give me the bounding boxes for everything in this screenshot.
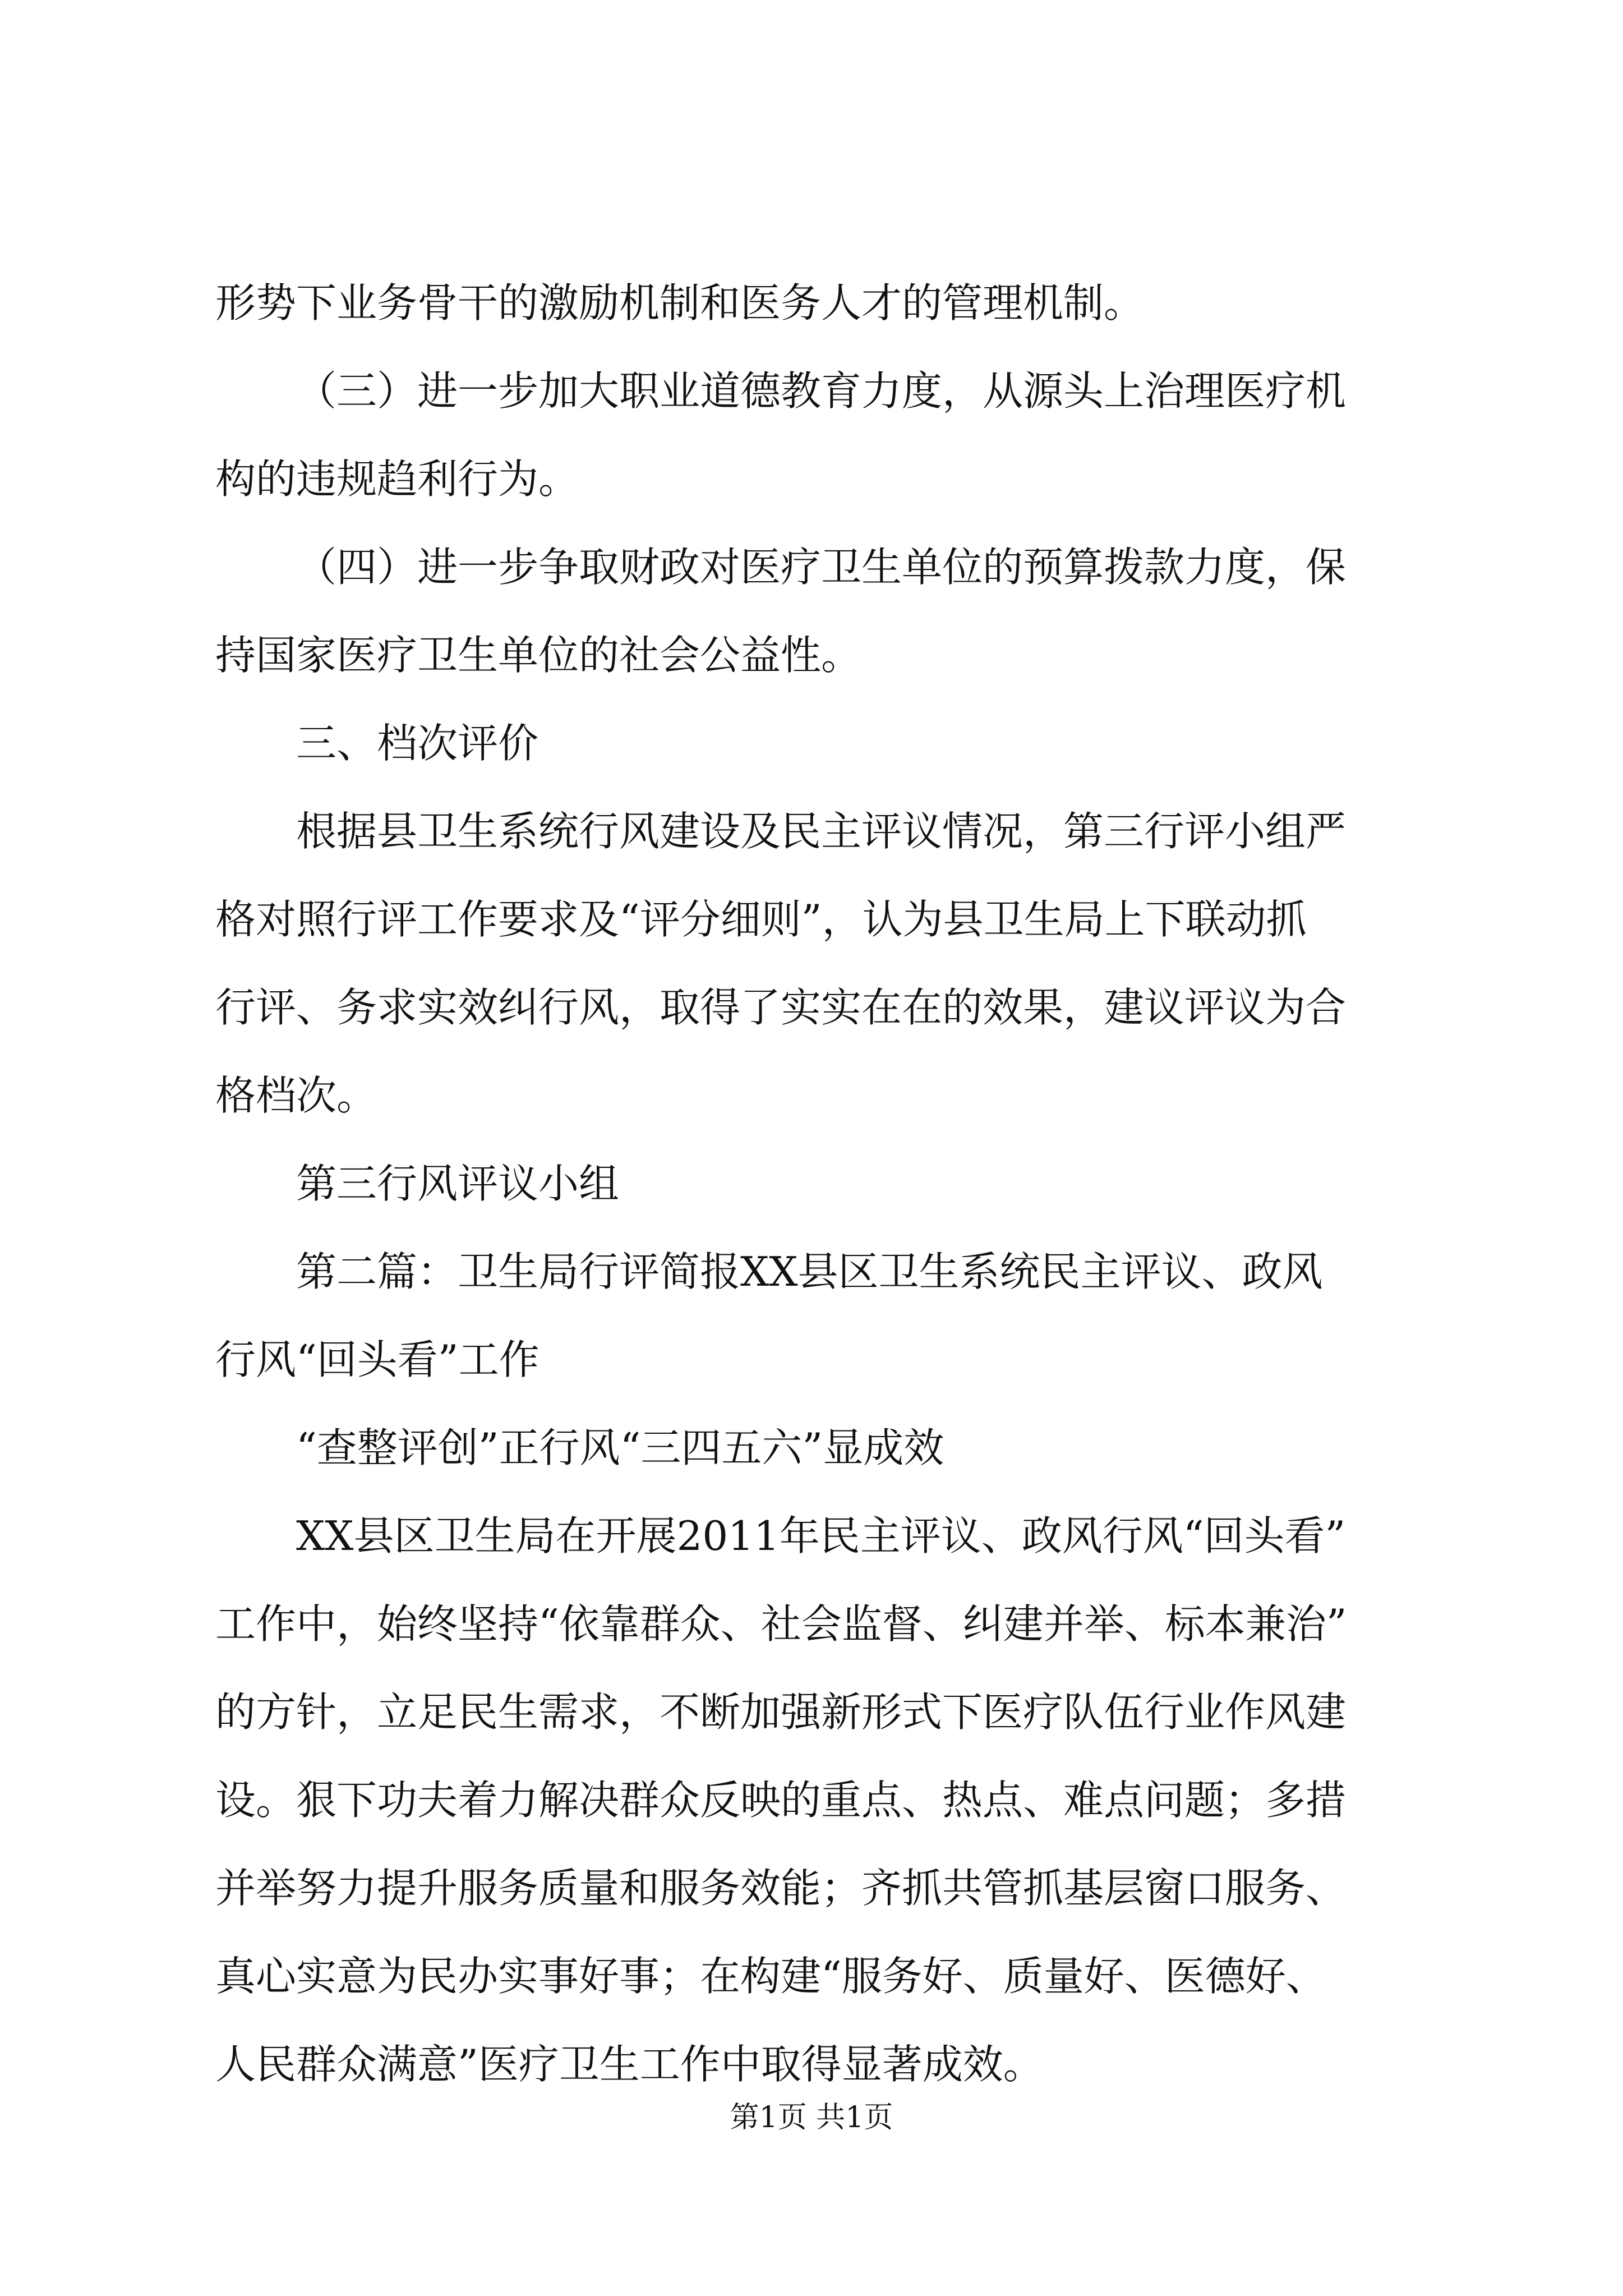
body-line: XX县区卫生局在开展2011年民主评议、政风行风“回头看” <box>296 1512 1346 1559</box>
body-line: 构的违规趋利行为。 <box>215 455 579 503</box>
document-body <box>215 259 1427 2109</box>
body-line: 设。狠下功夫着力解决群众反映的重点、热点、难点问题；多措 <box>215 1777 1347 1824</box>
signature-line: 第三行风评议小组 <box>296 1160 620 1207</box>
body-line: 形势下业务骨干的激励机制和医务人才的管理机制。 <box>215 279 1145 326</box>
article-subtitle: “查整评创”正行风“三四五六”显成效 <box>296 1424 944 1471</box>
body-line: 真心实意为民办实事好事；在构建“服务好、质量好、医德好、 <box>215 1953 1326 2000</box>
body-line: （四）进一步争取财政对医疗卫生单位的预算拨款力度，保 <box>296 544 1347 591</box>
body-line: 的方针，立足民生需求，不断加强新形式下医疗队伍行业作风建 <box>215 1688 1347 1736</box>
page-footer: 第1页 共1页 <box>730 2101 893 2134</box>
body-line: 并举努力提升服务质量和服务效能；齐抓共管抓基层窗口服务、 <box>215 1865 1347 1912</box>
body-line: 根据县卫生系统行风建设及民主评议情况，第三行评小组严 <box>296 808 1347 855</box>
body-line: 持国家医疗卫生单位的社会公益性。 <box>215 632 862 679</box>
body-line: 人民群众满意”医疗卫生工作中取得显著成效。 <box>215 2041 1044 2088</box>
article-title-continued: 行风“回头看”工作 <box>215 1336 540 1383</box>
article-title: 第二篇：卫生局行评简报XX县区卫生系统民主评议、政风 <box>296 1248 1323 1295</box>
body-line: 行评、务求实效纠行风，取得了实实在在的效果，建议评议为合 <box>215 984 1347 1031</box>
body-line: （三）进一步加大职业道德教育力度，从源头上治理医疗机 <box>296 367 1347 415</box>
body-line: 工作中，始终坚持“依靠群众、社会监督、纠建并举、标本兼治” <box>215 1600 1347 1648</box>
section-heading: 三、档次评价 <box>296 720 539 767</box>
body-line: 格档次。 <box>215 1072 377 1119</box>
body-line: 格对照行评工作要求及“评分细则”，认为县卫生局上下联动抓 <box>215 896 1307 943</box>
